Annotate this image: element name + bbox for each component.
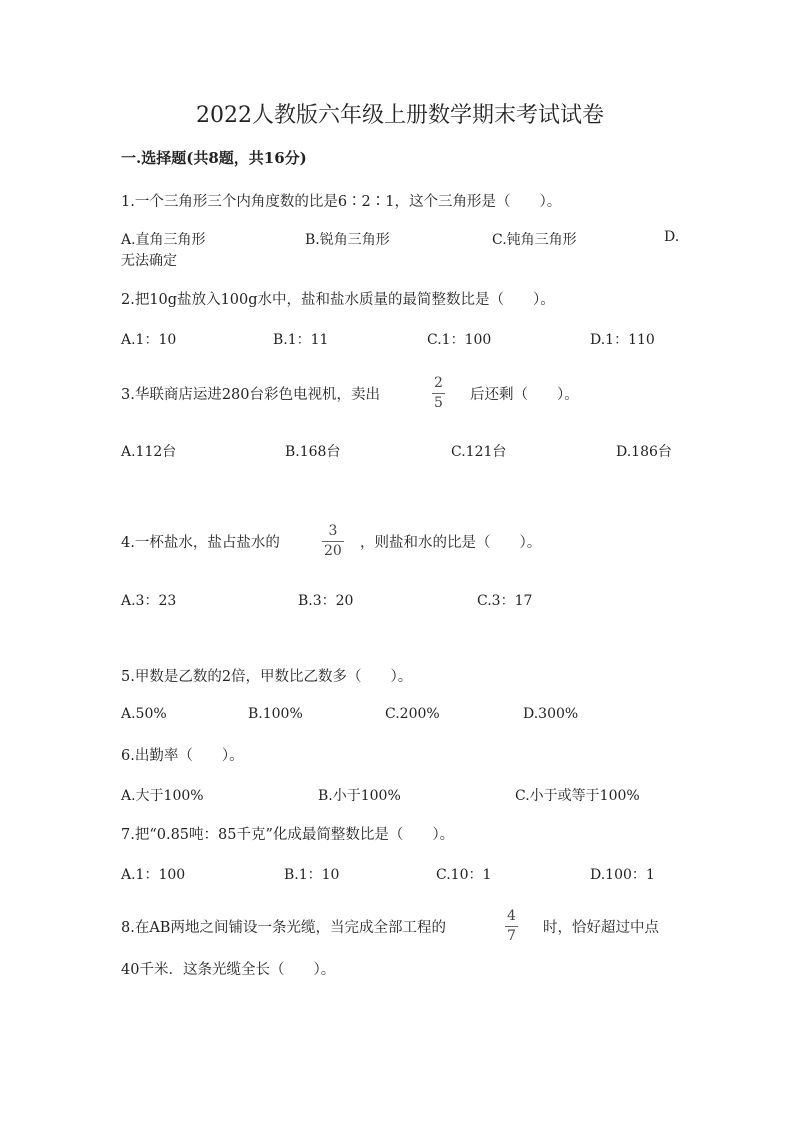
question-8-fraction <box>505 909 518 944</box>
question-5-text: 5.甲数是乙数的2倍，甲数比乙数多（ ）。 <box>121 669 413 685</box>
question-7-text: 7.把“0.85吨：85千克”化成最简整数比是（ ）。 <box>121 827 455 843</box>
question-4-text-before: 4.一杯盐水，盐占盐水的 <box>121 535 280 551</box>
question-2-option-c: C.1：100 <box>427 332 492 348</box>
question-1-option-b: B.锐角三角形 <box>305 232 390 248</box>
fraction-bar <box>505 926 518 927</box>
question-3-text-after: 后还剩（ ）。 <box>470 387 579 403</box>
question-6-option-a: A.大于100% <box>121 788 204 804</box>
question-5-option-b: B.100% <box>248 706 303 722</box>
question-8-text-after: 时，恰好超过中点 <box>543 920 659 936</box>
question-8-text-before: 8.在AB两地之间铺设一条光缆，当完成全部工程的 <box>121 920 446 936</box>
fraction-numerator: 4 <box>507 908 516 924</box>
page-title: 2022人教版六年级上册数学期末考试试卷 <box>196 103 604 128</box>
fraction-denominator: 20 <box>324 543 342 559</box>
question-7-option-a: A.1：100 <box>121 867 186 883</box>
question-4-text-after: ，则盐和水的比是（ ）。 <box>360 535 542 551</box>
question-3-option-a: A.112台 <box>121 444 177 460</box>
question-4-fraction <box>322 524 344 559</box>
question-4-option-c: C.3：17 <box>477 593 533 609</box>
question-1-option-d-wrap: 无法确定 <box>121 253 177 269</box>
question-3-option-b: B.168台 <box>285 444 341 460</box>
question-1-option-d: D. <box>664 229 680 245</box>
question-5-option-a: A.50% <box>121 706 167 722</box>
question-4-option-b: B.3：20 <box>298 593 354 609</box>
question-7-option-c: C.10：1 <box>436 867 492 883</box>
fraction-denominator: 7 <box>507 928 516 944</box>
question-2-text: 2.把10g盐放入100g水中，盐和盐水质量的最简整数比是（ ）。 <box>121 292 555 308</box>
section-heading: 一.选择题(共8题，共16分) <box>121 149 307 167</box>
question-5-option-d: D.300% <box>523 706 579 722</box>
question-7-option-d: D.100：1 <box>590 867 655 883</box>
question-6-text: 6.出勤率（ ）。 <box>121 748 244 764</box>
question-5-option-c: C.200% <box>385 706 440 722</box>
question-2-option-b: B.1：11 <box>273 332 329 348</box>
question-2-option-d: D.1：110 <box>590 332 655 348</box>
question-3-fraction <box>432 376 445 411</box>
question-2-option-a: A.1：10 <box>121 332 177 348</box>
question-8-text-line-2: 40千米．这条光缆全长（ ）。 <box>121 962 336 978</box>
question-3-text-before: 3.华联商店运进280台彩色电视机，卖出 <box>121 387 381 403</box>
fraction-bar <box>432 393 445 394</box>
fraction-numerator: 2 <box>434 375 443 391</box>
question-1-text: 1.一个三角形三个内角度数的比是6∶2∶1，这个三角形是（ ）。 <box>121 194 562 210</box>
fraction-bar <box>322 541 344 542</box>
question-3-option-d: D.186台 <box>616 444 672 460</box>
question-3-option-c: C.121台 <box>451 444 507 460</box>
question-6-option-c: C.小于或等于100% <box>515 788 640 804</box>
question-6-option-b: B.小于100% <box>318 788 401 804</box>
question-1-option-a: A.直角三角形 <box>121 232 206 248</box>
question-7-option-b: B.1：10 <box>284 867 340 883</box>
fraction-numerator: 3 <box>328 523 338 539</box>
question-1-option-c: C.钝角三角形 <box>492 232 577 248</box>
fraction-denominator: 5 <box>434 395 443 411</box>
question-4-option-a: A.3：23 <box>121 593 177 609</box>
